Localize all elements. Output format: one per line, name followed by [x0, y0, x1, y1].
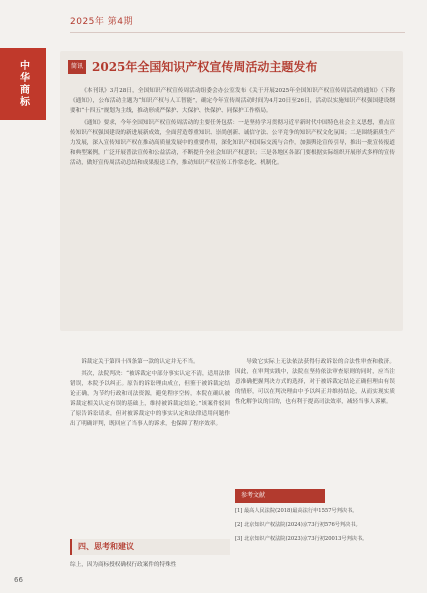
news-body — [70, 86, 395, 170]
issue-label: 2025年 第4期 — [70, 17, 133, 27]
page-number: 66 — [14, 576, 23, 584]
section-first-line: 综上，因为商标授权确权行政案件的特殊性 — [70, 562, 177, 568]
reference-item: [2] 北京知识产权法院(2024)京73行初576号判决书。 — [235, 522, 361, 528]
brand-logo: 中华商标 — [0, 48, 46, 120]
news-paragraph: 《通知》要求，今年全国知识产权宣传周活动的主要任务包括：一是坚持学习贯彻习近平新时代中国特色社会主义思想，重点宣传知识产权强国建设的新进展新成效，全面营造尊重知识、崇尚创新、诚信守法、公平竞争的知识产权文化氛围；二是围绕新质生产力发展，深入宣传知识产权在推动高质量发展中的重要作用，深化知识产权国际交流与合作，加强舆论宣传引导，推出一批宣传报道和典型案例，广泛开展普法宣传和公益活动，不断提升全社会知识产权意识；三是各地区各部门要根据实际组织开展形式多样的宣传活动，做好宣传周活动总结和成果报送工作，推动知识产权宣传工作常态化、机制化。 — [70, 120, 395, 166]
body-paragraph: 诉裁定关于第四十四条第一款的认定并无不当。 — [81, 359, 199, 365]
body-paragraph: 其次，法院判决：“被诉裁定中部分事实认定不清，适用法律错误，本院予以纠正。原告的诉讼理由成立，但鉴于被诉裁定结论正确，为节约行政和司法资源，避免程序空转，本院在确认被诉裁定相关认定有误的基础上，维持被诉裁定结论。”该案件驳回了原告诉讼请求，但对被诉裁定中的事实认定和法律适用问题作出了明确评判，既回应了当事人的诉求，也保障了程序效率。 — [70, 371, 230, 427]
body-paragraph: 导致它实际上无法依法获得行政诉讼的合法性审查和救济。因此，在审判实践中，法院在坚持依法审查原则的同时，应当注意准确把握判决方式的选择，对于被诉裁定结论正确但理由有误的情形，可以在判决理由中予以纠正并维持结论，从而实现实质性化解争议的目的，也有利于提高司法效率，减轻当事人诉累。 — [235, 359, 395, 405]
reference-item: [3] 北京知识产权法院(2023)京73行初20013号判决书。 — [235, 536, 368, 542]
reference-item: [1] 最高人民法院(2018)最高法行申1557号判决书。 — [235, 508, 358, 514]
header-divider — [70, 32, 405, 33]
article-title: 2025年全国知识产权宣传周活动主题发布 — [92, 60, 318, 74]
news-tag: 简讯 — [68, 60, 86, 74]
left-column — [70, 357, 230, 567]
news-paragraph: 《本刊讯》3月28日，全国知识产权宣传周活动组委会办公室发布《关于开展2025年全国知识产权宣传周活动的通知》（下称《通知》），公布活动主题为“知识产权与人工智能”，确定今年宣传周活动时间为4月20日至26日，活动以实施知识产权强国建设纲要和“十四五”规划为主线，推动形成严保护、大保护、快保护、同保护工作格局。 — [70, 88, 395, 114]
references-list — [235, 506, 405, 548]
section-heading: 四、思考和建议 — [70, 539, 230, 555]
page-header — [0, 0, 427, 40]
references-heading: 参考文献 — [235, 489, 325, 503]
